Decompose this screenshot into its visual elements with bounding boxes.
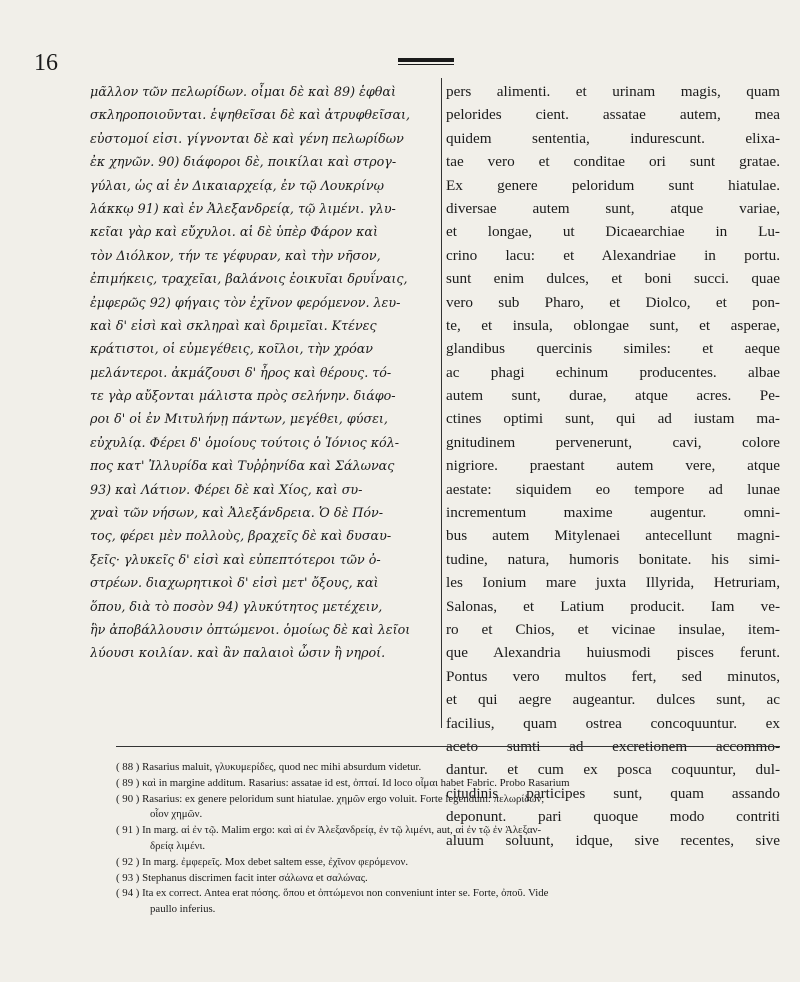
latin-text-line: que Alexandria huiusmodi pisces ferunt. [446,644,780,662]
latin-text-line: Ex genere peloridum sunt hiatulae. [446,176,780,194]
greek-text-line: στρέων. διαχωρητικοὶ δ' εἰσὶ μετ' ὄξους, καὶ [90,575,379,591]
column-divider [441,78,442,728]
latin-text-line: aestate: siquidem eo tempore ad lunae [446,480,780,498]
footnotes [116,760,780,918]
greek-text-column [90,80,432,665]
latin-text-line: Salonas, et Latium producit. Iam ve- [446,597,780,615]
latin-text-line: pers alimenti. et urinam magis, quam [446,83,780,100]
greek-text-line: ξεῖς· γλυκεῖς δ' εἰσὶ καὶ εὐπεπτότεροι τῶν ὀ- [90,551,381,567]
greek-text-line: ἐκ χηνῶν. 90) διάφοροι δὲ, ποικίλαι καὶ στρογ- [90,154,397,170]
latin-text-line: autem sunt, durae, atque acres. Pe- [446,387,780,405]
latin-text-line: gnitudinem pervenerunt, cavi, colore [446,433,780,451]
greek-text-line: ἣν ἀποβάλλουσιν ὀπτώμενοι. ὁμοίως δὲ καὶ λεῖοι [90,621,411,637]
greek-text-line: εὐχυλίᾳ. Φέρει δ' ὁμοίους τούτοις ὁ Ἰόνιος κόλ- [90,434,400,450]
footnote-line: οἷον χημῶν. [150,808,203,821]
greek-text-line: χναὶ τῶν νήσων, καὶ Ἀλεξάνδρεια. Ὁ δὲ Πόν- [90,505,383,521]
greek-text-line: κεῖαι γὰρ καὶ εὔχυλοι. αἱ δὲ ὑπὲρ Φάρον καὶ [90,224,378,240]
latin-text-line: les Ionium mare juxta Illyrida, Hetruriam, [446,574,780,592]
latin-text-line: te, et insula, oblongae sunt, et asperae, [446,316,780,334]
greek-text-line: εὐστομοί εἰσι. γίγνονται δὲ καὶ γένη πελωρίδων [90,130,404,146]
greek-text-line: γύλαι, ὡς αἱ ἐν Δικαιαρχείᾳ, ἐν τῷ Λουκρίνῳ [90,177,384,193]
latin-text-line: ac phagi echinum producentes. albae [446,363,780,381]
latin-text-line: nigriore. praestant autem vere, atque [446,457,780,475]
latin-text-line: diversae autem sunt, atque variae, [446,199,780,217]
greek-text-line: κράτιστοι, οἱ εὐμεγέθεις, κοῖλοι, τὴν χρόαν [90,341,373,357]
greek-text-line: 93) καὶ Λάτιον. Φέρει δὲ καὶ Χίος, καὶ συ- [90,481,363,497]
greek-text-line: ροι δ' οἱ ἐν Μιτυλήνῃ πάντων, μεγέθει, φύσει, [90,411,388,427]
latin-text-line: tae vero et conditae ori sunt gratae. [446,153,780,171]
latin-text-line: quidem sententia, indurescunt. elixa- [446,129,780,147]
latin-text-line: vero sub Pharo, et Diolco, et pon- [446,293,780,311]
footnote-line: δρείᾳ λιμένι. [150,839,206,852]
latin-text-line: et longae, ut Dicaearchiae in Lu- [446,223,780,241]
greek-text-line: λάκκῳ 91) καὶ ἐν Ἀλεξανδρείᾳ, τῷ λιμένι. γλυ- [90,200,396,216]
greek-text-line: τος, φέρει μὲν πολλοὺς, βραχεῖς δὲ καὶ δυσαυ- [90,528,392,544]
greek-text-line: μελάντεροι. ἀκμάζουσι δ' ἦρος καὶ θέρους. τό- [90,364,392,380]
greek-text-line: σκληροποιοῦνται. ἑψηθεῖσαι δὲ καὶ ἀτρυφθεῖσαι, [90,107,411,123]
footnote-rule [116,746,780,747]
footnote-line: ( 93 ) Stephanus discrimen facit inter σάλωνα et σαλώνας. [116,871,368,884]
greek-text-line: τε γὰρ αὔξονται μάλιστα πρὸς σελήνην. διάφο- [90,388,396,404]
latin-text-line: bus autem Mitylenaei antecellunt magni- [446,527,780,545]
greek-text-line: λύουσι κοιλίαν. καὶ ἂν παλαιοὶ ὦσιν ἢ νηροί. [90,645,386,661]
latin-text-line: crino lacu: et Alexandriae in portu. [446,246,780,264]
footnote-line: ( 91 ) In marg. αἱ ἐν τῷ. Malim ergo: καὶ αἱ ἐν Ἀλεξανδρείᾳ, ἐν τῷ λιμένι, aut, αἱ ἐν τῷ ἐν Ἀλεξαν- [116,824,542,837]
greek-text-line: καὶ δ' εἰσὶ καὶ σκληραὶ καὶ δριμεῖαι. Κτένες [90,317,377,333]
footnote-line: ( 88 ) Rasarius maluit, γλυκυμερίδες, quod nec mihi absurdum videtur. [116,761,422,773]
latin-text-line: facilius, quam ostrea concoquuntur. ex [446,714,780,732]
latin-text-line: et qui aegre augeantur. dulces sunt, ac [446,691,780,709]
footnote-line: ( 92 ) In marg. ἐμφερεῖς. Mox debet saltem esse, ἐχῖνον φερόμενον. [116,855,409,868]
greek-text-line: ἐπιμήκεις, τραχεῖαι, βαλάνοις ἐοικυῖαι δρυΐναις, [90,271,408,287]
latin-text-line: ctines optimi sunt, qui ad iustam ma- [446,410,780,428]
latin-text-line: ro et Chios, et vicinae insulae, item- [446,620,780,638]
latin-text-column [446,80,780,852]
latin-text-line: dantur. et cum ex posca coquuntur, dul- [446,761,780,779]
greek-text-line: ἐμφερῶς 92) φήγαις τὸν ἐχῖνον φερόμενον. λευ- [90,294,401,310]
greek-text-line: πος κατ' Ἰλλυρίδα καὶ Τυῤῥηνίδα καὶ Σάλωνας [90,458,395,474]
latin-text-line: aceto sumti ad excretionem accommo- [446,737,780,755]
page-number: 16 [34,50,58,76]
greek-text-line: ὅπου, διὰ τὸ ποσὸν 94) γλυκύτητος μετέχειν, [90,598,383,614]
latin-text-line: tudine, natura, humoris bonitate. his simi- [446,550,780,568]
latin-text-line: Pontus vero multos fert, sed minutos, [446,667,780,685]
latin-text-line: citudinis participes sunt, quam assando [446,784,780,802]
footnote-line: ( 90 ) Rasarius: ex genere peloridum sunt hiatulae. χημῶν ergo voluit. Forte legendum: πελωρίδων, [116,792,545,805]
footnote-line: paullo inferius. [150,903,216,916]
latin-text-line: incrementum maxime augentur. omni- [446,504,780,522]
footnote-line: ( 94 ) Ita ex correct. Antea erat πόσης. ὅπου et ὀπτώμενοι non conveniunt inter se. Forte, ὀποῦ. Vide [116,887,549,900]
latin-text-line: pelorides cient. assatae autem, mea [446,106,780,124]
latin-text-line: deponunt. pari quoque modo contriti [446,808,780,826]
greek-text-line: μᾶλλον τῶν πελωρίδων. οἶμαι δὲ καὶ 89) ἑφθαὶ [90,84,396,99]
latin-text-line: sunt enim dulces, et boni succi. quae [446,270,780,288]
latin-text-line: glandibus quercinis similes: et aeque [446,340,780,358]
latin-text-line: aluum soluunt, idque, sive recentes, sive [446,831,780,849]
greek-text-line: τὸν Διόλκον, τήν τε γέφυραν, καὶ τὴν νῆσον, [90,247,381,263]
header-ornament-rule [398,58,454,65]
footnote-line: ( 89 ) καὶ in margine additum. Rasarius: assatae id est, ὀπταί. Id loco οἶμαι habet Fabric. Probo Rasarium [116,776,570,789]
